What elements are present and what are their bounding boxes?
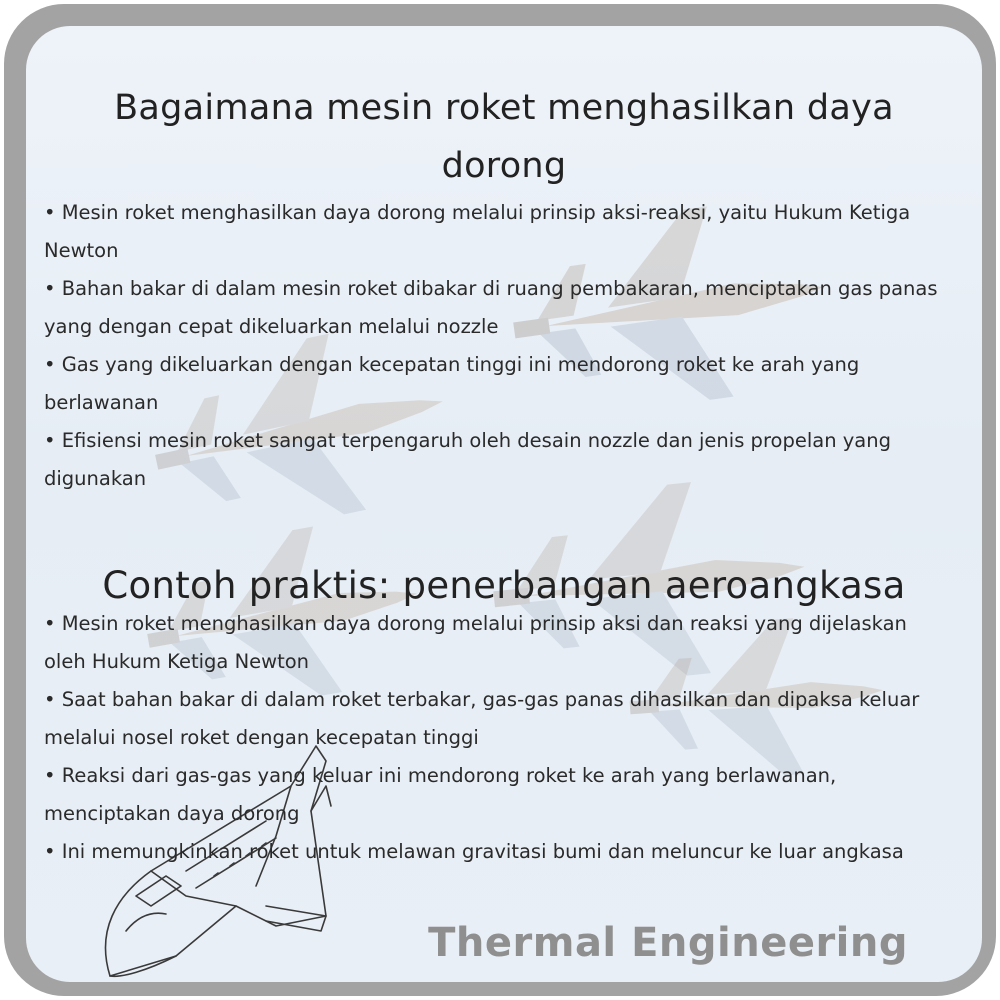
card-content <box>26 26 982 982</box>
bullet-item: • Ini memungkinkan roket untuk melawan gravitasi bumi dan meluncur ke luar angkasa <box>44 840 904 863</box>
bullet-item: • Saat bahan bakar di dalam roket terbakar, gas-gas panas dihasilkan dan dipaksa keluar melalui nosel roket dengan kecepatan tinggi <box>44 688 920 749</box>
bullet-item: • Mesin roket menghasilkan daya dorong melalui prinsip aksi dan reaksi yang dijelaskan oleh Hukum Ketiga Newton <box>44 612 907 673</box>
section-title-example: Contoh praktis: penerbangan aeroangkasa <box>102 563 906 607</box>
section-title-thrust: Bagaimana mesin roket menghasilkan daya dorong <box>114 88 894 187</box>
bullet-item: • Mesin roket menghasilkan daya dorong melalui prinsip aksi-reaksi, yaitu Hukum Ketiga Newton <box>44 201 911 262</box>
card-frame <box>4 4 996 996</box>
brand-watermark: Thermal Engineering <box>428 920 908 966</box>
example-bullet-list <box>44 605 954 871</box>
bullet-item: • Gas yang dikeluarkan dengan kecepatan tinggi ini mendorong roket ke arah yang berlawanan <box>44 353 860 414</box>
info-card <box>26 26 982 982</box>
bullet-item: • Bahan bakar di dalam mesin roket dibakar di ruang pembakaran, menciptakan gas panas yang dengan cepat dikeluarkan melalui nozzle <box>44 277 938 338</box>
bullet-item: • Reaksi dari gas-gas yang keluar ini mendorong roket ke arah yang berlawanan, menciptakan daya dorong <box>44 764 837 825</box>
bullet-item: • Efisiensi mesin roket sangat terpengaruh oleh desain nozzle dan jenis propelan yang digunakan <box>44 429 891 490</box>
thrust-bullet-list <box>44 194 954 498</box>
